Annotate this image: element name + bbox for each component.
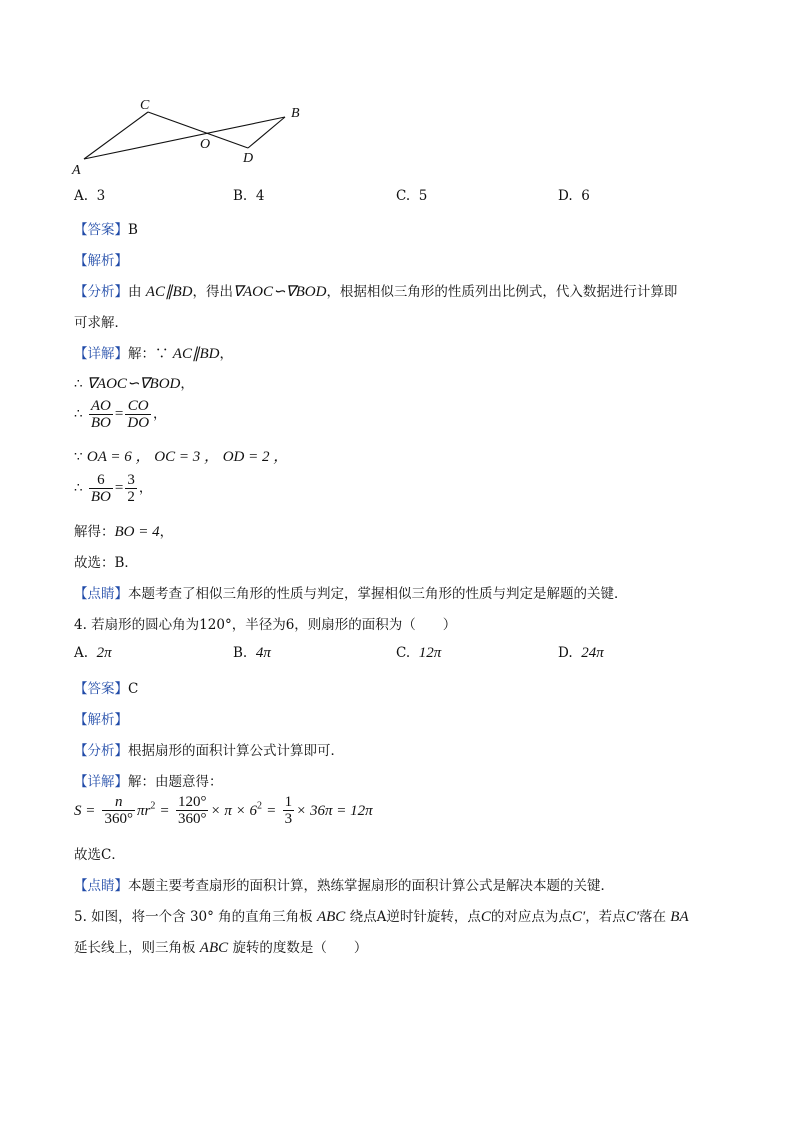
- label-d: D: [243, 151, 254, 166]
- fraction-6-bo: $\frac{6}{BO}$: [90, 472, 111, 505]
- geometry-figure: [60, 90, 320, 185]
- q3-detail-line1: 【详解】解：∵ AC∥BD，: [74, 346, 233, 362]
- q4-fenxi: 【分析】根据扇形的面积计算公式计算即可．: [74, 743, 344, 759]
- q3-option-d: D. 6: [558, 188, 590, 204]
- q3-answer: 【答案】B: [74, 222, 138, 238]
- fraction-1-3: $\frac{1}{3}$: [284, 794, 293, 827]
- q3-similar-line: ∴ ∇AOC∽∇BOD，: [74, 376, 194, 392]
- q4-option-d: D. 24π: [558, 645, 604, 661]
- q3-review: 【点睛】本题考查了相似三角形的性质与判定，掌握相似三角形的性质与判定是解题的关键．: [74, 586, 628, 602]
- q4-choose: 故选C．: [74, 847, 125, 863]
- q3-fenxi-line2: 可求解．: [74, 315, 128, 331]
- q3-choose: 故选：B．: [74, 555, 138, 571]
- q3-fenxi-line1: 【分析】由 AC∥BD，得出∇AOC∽∇BOD，根据相似三角形的性质列出比例式，代入数据进行计算即: [74, 284, 678, 300]
- q4-option-a: A. 2π: [74, 645, 112, 661]
- q3-substitute-line: ∴ $\frac{6}{BO}$ = $\frac{3}{2}$ ，: [74, 472, 153, 505]
- fraction-co-do: $\frac{CO}{DO}$: [127, 398, 150, 431]
- label-b: B: [291, 106, 300, 121]
- q3-analysis-tag: 【解析】: [74, 253, 128, 269]
- fraction-3-2: $\frac{3}{2}$: [127, 472, 135, 505]
- q5-stem-line2: 延长线上，则三角板 ABC 旋转的度数是（ ）: [74, 940, 368, 956]
- label-o: O: [200, 137, 211, 152]
- q3-option-b: B. 4: [233, 188, 265, 204]
- q3-solve-line: 解得：BO = 4，: [74, 524, 174, 540]
- q4-formula: S = $\frac{n}{360^\circ}$ $\pi r^2$ = $\frac{120^\circ}{360^\circ}$ × $\pi \times 6^2$ = $\frac{1}{3}$ × 36π = 12π: [74, 794, 373, 827]
- q5-stem-line1: 5. 如图，将一个含 30° 角的直角三角板 ABC 绕点A逆时针旋转，点C的对应点为点C′，若点C′落在 BA: [74, 909, 689, 925]
- q4-option-b: B. 4π: [233, 645, 271, 661]
- label-a: A: [72, 163, 81, 178]
- q4-option-c: C. 12π: [396, 645, 442, 661]
- segment-db: [248, 117, 285, 148]
- label-c: C: [140, 98, 150, 113]
- q4-stem: 4. 若扇形的圆心角为120°，半径为6，则扇形的面积为（ ）: [74, 617, 457, 633]
- q4-answer: 【答案】C: [74, 681, 139, 697]
- segment-ab: [84, 117, 285, 159]
- q4-analysis-tag: 【解析】: [74, 712, 128, 728]
- q3-option-c: C. 5: [396, 188, 428, 204]
- q4-review: 【点睛】本题主要考查扇形的面积计算，熟练掌握扇形的面积计算公式是解决本题的关键．: [74, 878, 614, 894]
- q3-option-a: A. 3: [74, 188, 106, 204]
- q3-ratio-line: ∴ $\frac{AO}{BO}$ = $\frac{CO}{DO}$ ，: [74, 398, 167, 431]
- fraction-120-360: $\frac{120^\circ}{360^\circ}$: [177, 794, 207, 827]
- q3-given-line: ∵ OA = 6 ， OC = 3 ， OD = 2 ，: [74, 449, 289, 465]
- fraction-n-360: $\frac{n}{360^\circ}$: [104, 794, 133, 827]
- fraction-ao-bo: $\frac{AO}{BO}$: [90, 398, 111, 431]
- q4-detail: 【详解】解：由题意得：: [74, 774, 223, 790]
